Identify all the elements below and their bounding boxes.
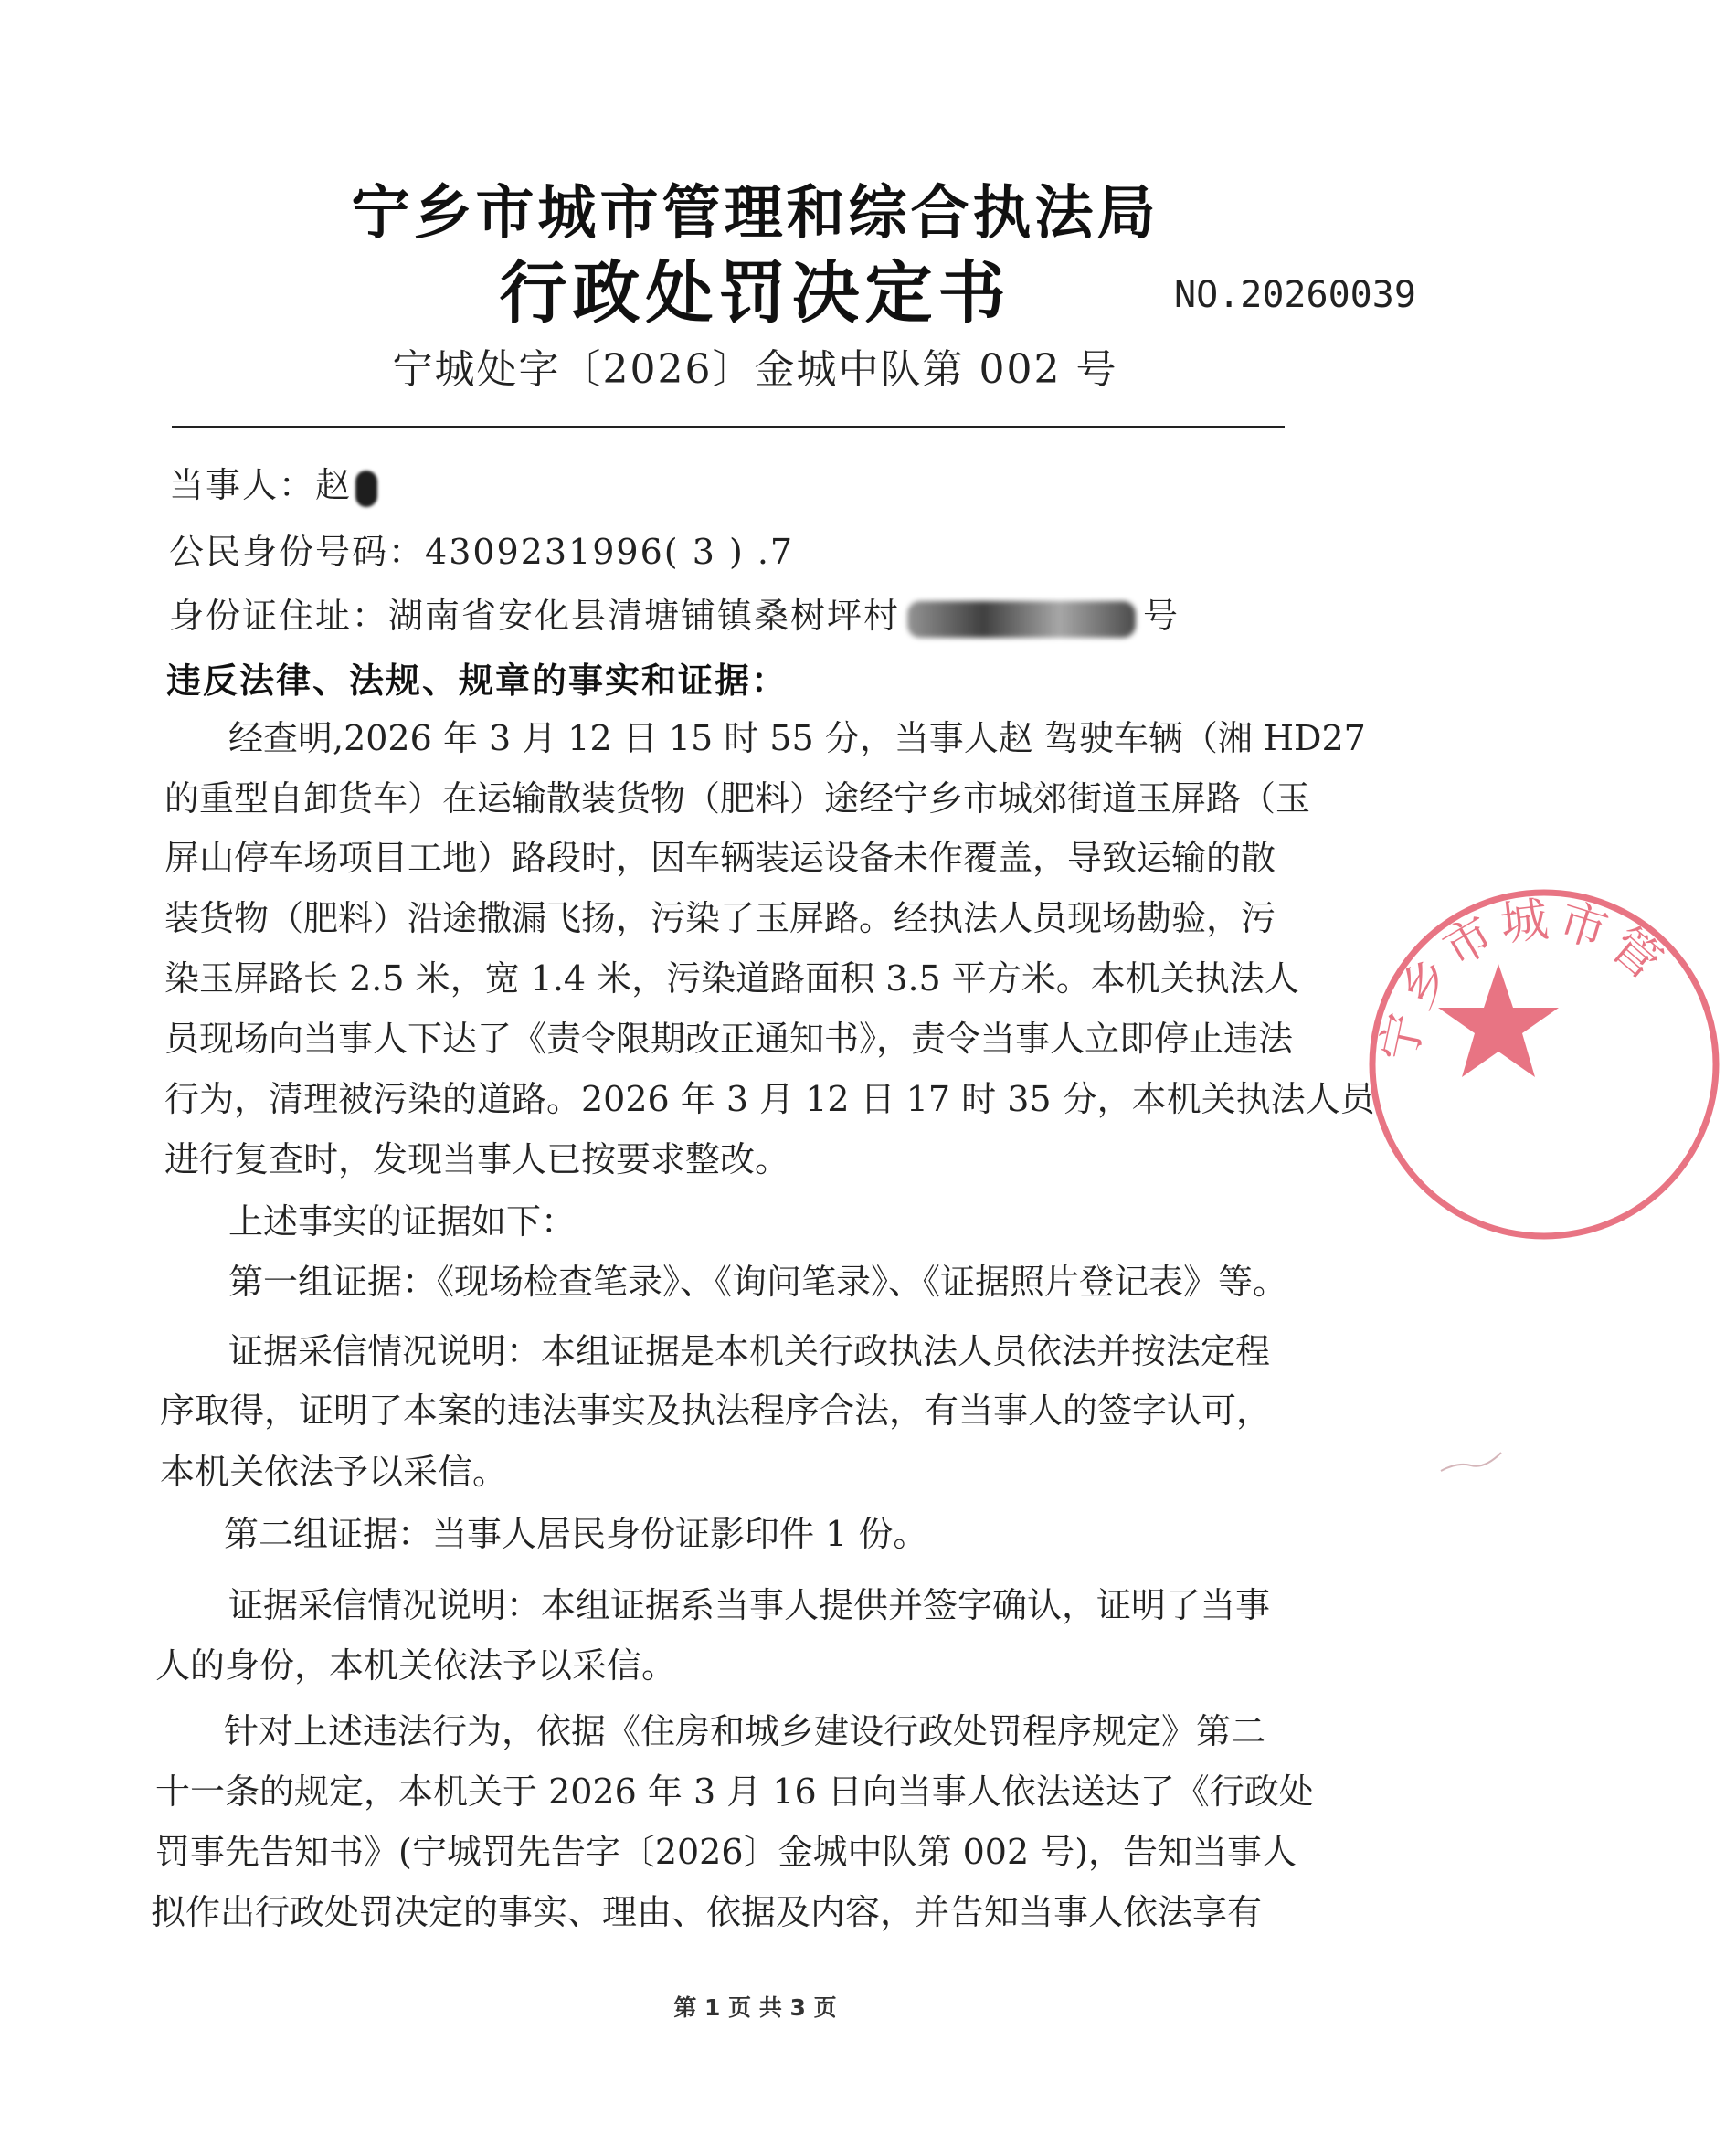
body-line: 罚事先告知书》(宁城罚先告字〔2026〕金城中队第 002 号)，告知当事人 xyxy=(155,1832,1297,1872)
party-id-value: 4309231996( 3 ) .7 xyxy=(425,532,795,572)
body-line: 人的身份，本机关依法予以采信。 xyxy=(155,1645,677,1686)
body-line: 的重型自卸货车）在运输散装货物（肥料）途经宁乡市城郊街道玉屏路（玉 xyxy=(164,778,1311,819)
page-footer: 第 1 页 共 3 页 xyxy=(673,1994,837,2021)
section-heading: 违反法律、法规、规章的事实和证据： xyxy=(166,660,789,701)
redaction-mark xyxy=(907,601,1136,638)
party-address-row xyxy=(169,587,1180,638)
party-address-prefix: 湖南省安化县清塘铺镇桑树坪村 xyxy=(388,596,901,636)
party-id-row xyxy=(169,523,794,574)
body-line: 针对上述违法行为，依据《住房和城乡建设行政处罚程序规定》第二 xyxy=(224,1711,1266,1751)
body-line: 行为，清理被污染的道路。2026 年 3 月 12 日 17 时 35 分，本机关执法人员 xyxy=(164,1079,1375,1119)
body-line: 证据采信情况说明：本组证据是本机关行政执法人员依法并按法定程 xyxy=(228,1331,1271,1371)
body-line: 第二组证据：当事人居民身份证影印件 1 份。 xyxy=(224,1514,928,1554)
reference-number: 宁城处字〔2026〕金城中队第 002 号 xyxy=(392,346,1118,393)
body-line: 屏山停车场项目工地）路段时，因车辆装运设备未作覆盖，导致运输的散 xyxy=(164,838,1276,878)
body-line: 装货物（肥料）沿途撒漏飞扬，污染了玉屏路。经执法人员现场勘验，污 xyxy=(164,898,1276,938)
party-id-label: 公民身份号码： xyxy=(169,532,426,572)
body-line: 染玉屏路长 2.5 米，宽 1.4 米，污染道路面积 3.5 平方米。本机关执法人 xyxy=(164,958,1299,999)
party-address-label: 身份证住址： xyxy=(169,596,389,636)
header-divider xyxy=(172,426,1285,428)
official-seal-stamp xyxy=(1352,872,1736,1256)
body-line: 拟作出行政处罚决定的事实、理由、依据及内容，并告知当事人依法享有 xyxy=(151,1892,1263,1932)
agency-name: 宁乡市城市管理和综合执法局 xyxy=(351,179,1159,248)
body-line: 进行复查时，发现当事人已按要求整改。 xyxy=(164,1139,790,1179)
body-line: 第一组证据：《现场检查笔录》、《询问笔录》、《证据照片登记表》等。 xyxy=(228,1262,1288,1302)
body-line: 序取得，证明了本案的违法事实及执法程序合法，有当事人的签字认可， xyxy=(160,1391,1272,1431)
body-line: 经查明,2026 年 3 月 12 日 15 时 55 分，当事人赵 驾驶车辆（湘 HD27 xyxy=(228,718,1366,758)
body-line: 员现场向当事人下达了《责令限期改正通知书》，责令当事人立即停止违法 xyxy=(164,1019,1294,1059)
party-name-value: 赵 xyxy=(315,465,353,505)
body-line: 上述事实的证据如下： xyxy=(228,1201,577,1242)
document-number: NO.20260039 xyxy=(1174,274,1416,316)
body-line: 证据采信情况说明：本组证据系当事人提供并签字确认，证明了当事 xyxy=(228,1585,1271,1625)
document-title: 行政处罚决定书 xyxy=(499,254,1011,333)
pen-mark-icon xyxy=(1439,1443,1503,1480)
seal-text: 宁乡市城市管 xyxy=(1371,891,1676,1067)
redaction-mark xyxy=(355,471,377,507)
party-name-label: 当事人： xyxy=(169,465,316,505)
party-address-suffix: 号 xyxy=(1143,596,1180,636)
body-line: 本机关依法予以采信。 xyxy=(160,1452,508,1492)
party-name-row xyxy=(169,457,377,507)
body-line: 十一条的规定，本机关于 2026 年 3 月 16 日向当事人依法送达了《行政处 xyxy=(155,1771,1314,1812)
